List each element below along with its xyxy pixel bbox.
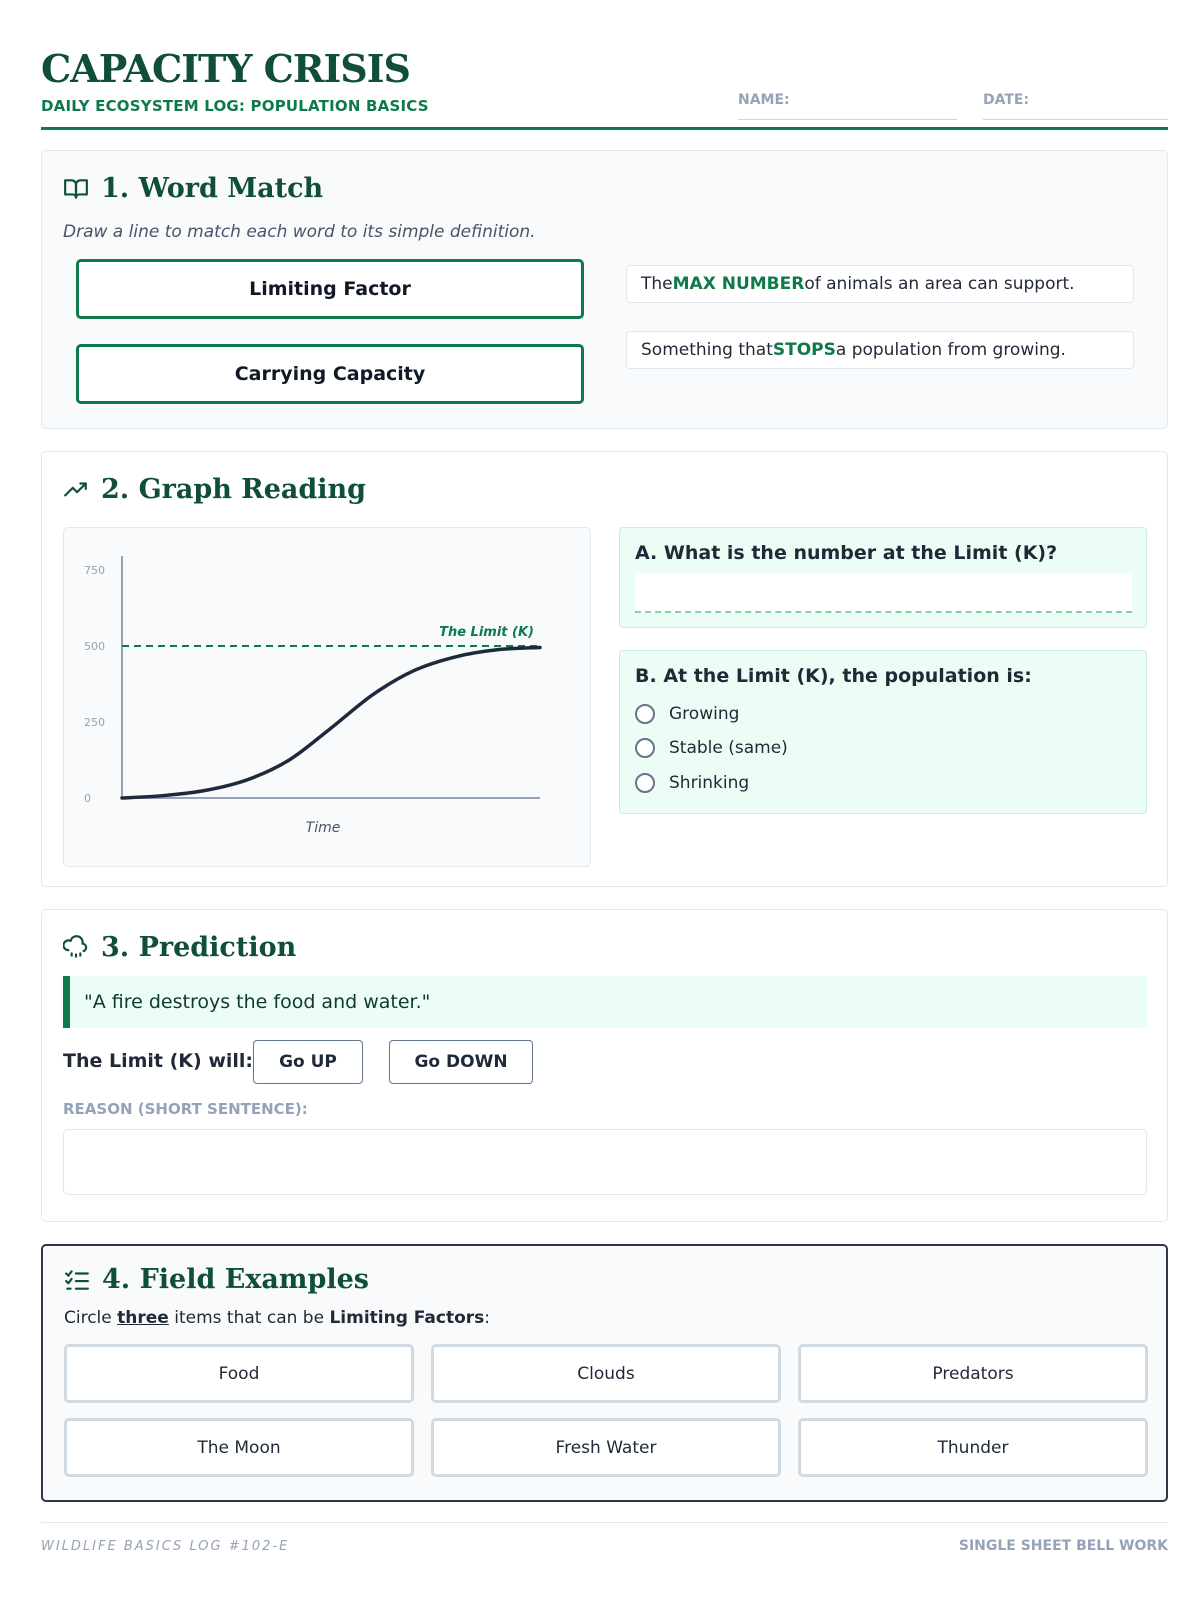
- trending-up-icon: [63, 477, 89, 503]
- word-match-title: 1. Word Match: [101, 173, 324, 204]
- field-examples-heading: [64, 1264, 369, 1295]
- definition-text: a population from growing.: [835, 340, 1066, 360]
- circle-instruction: [64, 1308, 490, 1328]
- instr-text: items that can be: [168, 1308, 330, 1328]
- name-field[interactable]: [738, 92, 957, 120]
- option-label: Shrinking: [669, 773, 750, 793]
- date-label: DATE:: [983, 92, 1030, 108]
- option-growing[interactable]: [635, 704, 739, 724]
- item-food[interactable]: Food: [64, 1344, 414, 1403]
- definition-max-number[interactable]: [626, 265, 1134, 303]
- footer-note: SINGLE SHEET BELL WORK: [958, 1538, 1168, 1554]
- definition-text: The: [641, 274, 673, 294]
- prediction-title: 3. Prediction: [101, 932, 297, 963]
- graph-reading-heading: [63, 474, 366, 505]
- option-label: Growing: [669, 704, 740, 724]
- reason-input[interactable]: [63, 1129, 1147, 1195]
- y-tick-label: 250: [84, 716, 105, 729]
- instr-text: Circle: [64, 1308, 118, 1328]
- item-clouds[interactable]: Clouds: [431, 1344, 781, 1403]
- option-stable[interactable]: [635, 738, 788, 758]
- instr-underline: three: [117, 1308, 169, 1328]
- definition-emphasis: MAX NUMBER: [672, 274, 805, 294]
- definition-emphasis: STOPS: [772, 340, 836, 360]
- page-footer: [41, 1522, 1168, 1562]
- question-a-card: [619, 527, 1147, 628]
- prediction-section: [41, 909, 1168, 1222]
- option-label: Stable (same): [669, 738, 788, 758]
- graph-reading-title: 2. Graph Reading: [101, 474, 367, 505]
- word-match-instruction: Draw a line to match each word to its simple definition.: [63, 222, 536, 242]
- option-shrinking[interactable]: [635, 773, 749, 793]
- definition-text: of animals an area can support.: [804, 274, 1075, 294]
- question-a-text: A. What is the number at the Limit (K)?: [635, 542, 1058, 564]
- definition-stops-growth[interactable]: [626, 331, 1134, 369]
- limit-k-label: The Limit (K): [439, 625, 534, 640]
- cloud-rain-icon: [63, 935, 89, 961]
- y-tick-label: 500: [84, 640, 105, 653]
- item-fresh-water[interactable]: Fresh Water: [431, 1418, 781, 1477]
- population-curve: [122, 648, 540, 798]
- radio-button[interactable]: [635, 773, 655, 793]
- term-limiting-factor[interactable]: Limiting Factor: [76, 259, 584, 319]
- prediction-heading: [63, 932, 296, 963]
- question-b-text: B. At the Limit (K), the population is:: [635, 665, 1032, 687]
- instr-bold: Limiting Factors: [329, 1308, 485, 1328]
- radio-button[interactable]: [635, 704, 655, 724]
- term-carrying-capacity[interactable]: Carrying Capacity: [76, 344, 584, 404]
- go-up-button[interactable]: Go UP: [253, 1040, 363, 1084]
- x-axis-label: Time: [305, 820, 341, 836]
- y-tick-label: 0: [84, 792, 91, 805]
- definition-text: Something that: [641, 340, 773, 360]
- limit-label: The Limit (K) will:: [63, 1050, 254, 1072]
- word-match-heading: [63, 173, 323, 204]
- item-the-moon[interactable]: The Moon: [64, 1418, 414, 1477]
- go-down-button[interactable]: Go DOWN: [389, 1040, 533, 1084]
- checklist-icon: [64, 1267, 90, 1293]
- page-header: [41, 40, 1168, 130]
- item-predators[interactable]: Predators: [798, 1344, 1148, 1403]
- page-title: CAPACITY CRISIS: [41, 46, 410, 91]
- word-match-section: [41, 150, 1168, 429]
- book-open-icon: [63, 176, 89, 202]
- scenario-quote: "A fire destroys the food and water.": [63, 976, 1147, 1028]
- item-thunder[interactable]: Thunder: [798, 1418, 1148, 1477]
- field-examples-title: 4. Field Examples: [102, 1264, 369, 1295]
- answer-a-input[interactable]: [635, 573, 1132, 613]
- chart-canvas: [64, 528, 592, 868]
- y-tick-label: 750: [84, 564, 105, 577]
- reason-label: REASON (SHORT SENTENCE):: [63, 1100, 308, 1118]
- population-chart: [63, 527, 591, 867]
- date-field[interactable]: [983, 92, 1168, 120]
- graph-reading-section: [41, 451, 1168, 887]
- radio-button[interactable]: [635, 738, 655, 758]
- field-examples-section: [41, 1244, 1168, 1502]
- name-label: NAME:: [738, 92, 790, 108]
- page-subtitle: DAILY ECOSYSTEM LOG: POPULATION BASICS: [41, 97, 429, 115]
- instr-text: :: [484, 1308, 491, 1328]
- footer-log-id: WILDLIFE BASICS LOG #102-E: [41, 1539, 290, 1554]
- question-b-card: [619, 650, 1147, 814]
